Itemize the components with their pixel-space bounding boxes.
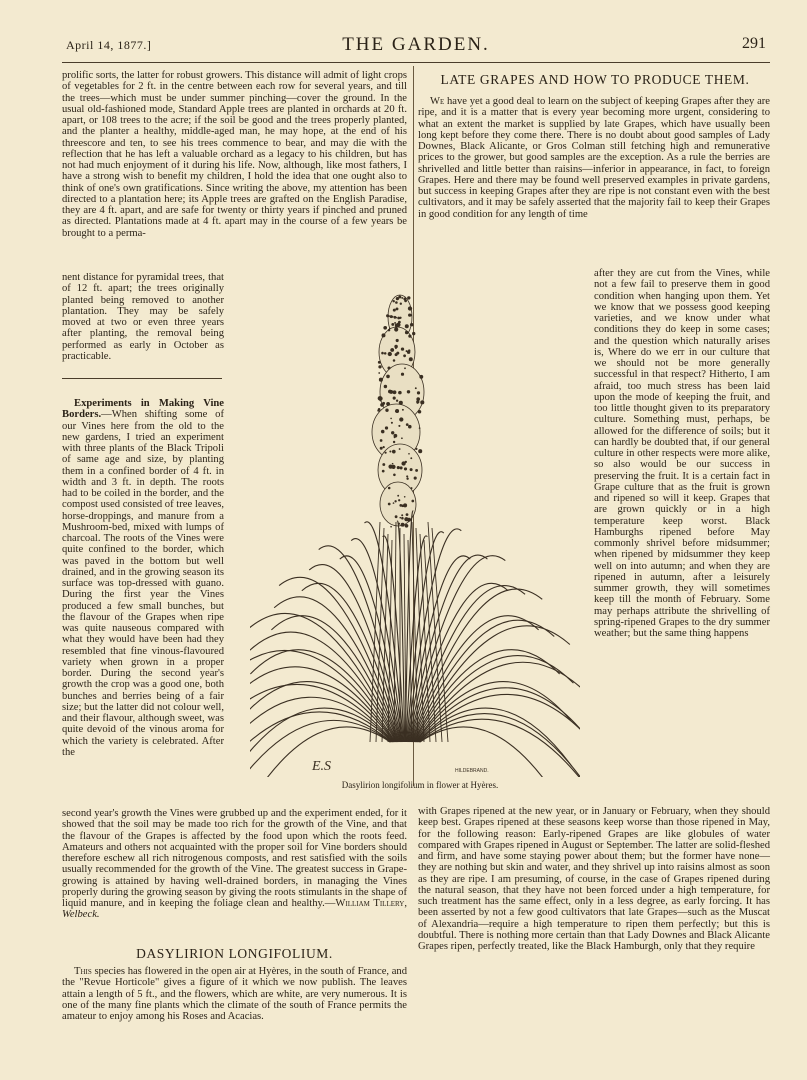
flower-dot bbox=[407, 390, 410, 393]
flower-dot bbox=[389, 390, 393, 394]
flower-dot bbox=[391, 422, 393, 424]
flower-dot bbox=[415, 387, 417, 389]
flower-dot bbox=[387, 366, 390, 369]
flower-dot bbox=[391, 465, 395, 469]
flower-dot bbox=[395, 317, 397, 319]
flower-dot bbox=[408, 306, 412, 310]
engraver-signature: HILDEBRAND. bbox=[455, 768, 489, 774]
flower-dot bbox=[390, 418, 392, 420]
flower-dot bbox=[404, 367, 406, 369]
section-divider bbox=[62, 378, 222, 379]
flower-dot bbox=[388, 329, 391, 332]
artist-signature: E.S bbox=[312, 759, 332, 774]
flower-dot bbox=[395, 301, 398, 304]
article-orchard-paragraph bbox=[62, 70, 407, 239]
flower-dot bbox=[404, 517, 408, 521]
article-vine-borders bbox=[62, 398, 224, 758]
flower-dot bbox=[415, 469, 418, 472]
article-late-grapes-bottom bbox=[418, 806, 770, 952]
flower-dot bbox=[392, 463, 394, 465]
flower-dot bbox=[382, 470, 385, 473]
flower-dot bbox=[390, 526, 392, 528]
flower-dot bbox=[401, 461, 405, 465]
flower-dot bbox=[407, 296, 410, 299]
issue-date: April 14, 1877.] bbox=[66, 38, 152, 52]
flower-dot bbox=[386, 402, 390, 406]
flower-dot bbox=[400, 466, 403, 469]
flower-dot bbox=[396, 400, 398, 402]
flower-dot bbox=[395, 324, 399, 328]
flower-dot bbox=[405, 524, 409, 528]
flower-dot bbox=[419, 375, 423, 379]
leaf-blade bbox=[419, 714, 580, 777]
flower-dot bbox=[401, 347, 404, 350]
flower-dot bbox=[410, 323, 413, 326]
flower-dot bbox=[401, 514, 403, 516]
flower-dot bbox=[394, 322, 396, 324]
flower-dot bbox=[404, 496, 406, 498]
flower-dot bbox=[385, 452, 387, 454]
flower-dot bbox=[378, 372, 380, 374]
flower-dot bbox=[409, 357, 413, 361]
flower-dot bbox=[391, 316, 393, 318]
flower-dot bbox=[420, 400, 424, 404]
flower-dot bbox=[383, 326, 387, 330]
flower-dot bbox=[388, 487, 391, 490]
flower-dot bbox=[411, 487, 413, 489]
flower-dot bbox=[404, 467, 407, 470]
flower-dot bbox=[398, 499, 400, 501]
flower-dot bbox=[399, 317, 401, 319]
article-late-grapes bbox=[418, 96, 770, 220]
flower-dot bbox=[401, 297, 403, 299]
vine-borders-text: —When shifting some of our Vines here from the old to the new gardens, I tried an experiment with three plants of the Black Tripoli of same age and size, by planting them in a confined border of 4 ft. in width and 3 ft. in depth. The roots had to be coiled in the border, and the compost used consisted of tree leaves, horse-droppings, and manure from a Mushroom-bed, mixed with lumps of charcoal. The roots of the Vines were quite confined to the border, which was paved in the bottom but well drained, and in the growing season its surface was top-dressed with guano. During the first year the Vines produced a few small bunches, but the flavour of the Grapes when ripe was quite nauseous compared with what they would have been had they resembled that fine vinous-flavoured variety when grown in a proper border. During the second year's growth the crop was a good one, both bunches and berries being of a fair size; but the latter did not colour well, and their flavour, although sweet, was quite devoid of the vinous aroma for which the variety is celebrated. After the bbox=[62, 409, 224, 758]
flower-dot bbox=[384, 385, 387, 388]
flower-dot bbox=[412, 332, 415, 335]
flower-dot bbox=[408, 425, 412, 429]
article-dasylirion bbox=[62, 966, 407, 1022]
flower-dot bbox=[395, 515, 398, 518]
flower-dot bbox=[391, 431, 394, 434]
flower-dot bbox=[402, 524, 404, 526]
late-grapes-bottom-text: with Grapes ripened at the new year, or in January or February, when they should keep best. Grapes ripened at these seasons keep worse than those ripened in May, for the following reason: Early-ripened Grapes are like globules of water compared with Grapes ripened in August or September. The latter are solid-fleshed and firm, and have some staying power about them; but the former have none—they are nothing but skin and water, and they shrivel up into raisins almost as soon as they are ripe. I am presuming, of course, in the case of Grapes ripened during the natural season, that they have not been forced under a high temperature, for such treatment has the same effect, only in a less degree, as early forcing. It has been asserted by not a few good cultivators that late Grapes—such as the Muscat of Alexandria—require a high temperature to ripen them perfectly; but this is doubtful. There is nothing more certain than that Lady Downes and Black Alicante Grapes ripen, perfectly treated, like the Black Hamburgh, only that they require bbox=[418, 806, 770, 952]
flower-dot bbox=[395, 347, 397, 349]
flower-dot bbox=[403, 503, 407, 507]
flower-dot bbox=[392, 450, 396, 454]
flower-dot bbox=[385, 426, 388, 429]
flower-dot bbox=[394, 327, 398, 331]
flower-dot bbox=[399, 417, 403, 421]
flower-dot bbox=[392, 300, 394, 302]
flower-dot bbox=[381, 430, 385, 434]
flower-dot bbox=[378, 361, 381, 364]
late-grapes-lead-word: We bbox=[430, 96, 445, 107]
article-vine-borders-continued bbox=[62, 808, 407, 921]
flower-dot bbox=[410, 314, 412, 316]
flower-dot bbox=[411, 500, 414, 503]
flower-dot bbox=[393, 502, 395, 504]
figure-caption: Dasylirion longifolium in flower at Hyères. bbox=[341, 780, 499, 790]
flower-dot bbox=[414, 477, 417, 480]
dasylirion-text: species has flowered in the open air at Hyères, in the south of France, and the "Revue Horticole" gives a figure of it which we now publish. The leaves attain a length of 5 ft., and the flowers, which are white, are very numerous. It is one of the many fine plants which the climate of the south of France permits the amateur to enjoy among his Roses and Acacias. bbox=[62, 966, 407, 1022]
dasylirion-illustration bbox=[250, 272, 580, 777]
flower-dot bbox=[388, 503, 391, 506]
flower-dot bbox=[399, 401, 403, 405]
flower-dot bbox=[410, 457, 412, 459]
page-number: 291 bbox=[742, 35, 766, 52]
flower-dot bbox=[393, 359, 396, 362]
flower-dot bbox=[405, 324, 409, 328]
flower-dot bbox=[393, 474, 396, 477]
flower-dot bbox=[386, 375, 390, 379]
dasylirion-heading: DASYLIRION LONGIFOLIUM. bbox=[136, 946, 333, 961]
author-name: William Tillery, bbox=[335, 898, 407, 909]
flower-dot bbox=[401, 373, 404, 376]
flower-dot bbox=[403, 354, 406, 357]
header-rule bbox=[62, 62, 770, 63]
vine-borders-heading: Experiments in Making Vine Borders. bbox=[62, 398, 224, 421]
flower-dot bbox=[418, 410, 422, 414]
flower-dot bbox=[415, 448, 417, 450]
flower-dot bbox=[404, 299, 407, 302]
flower-dot bbox=[399, 517, 401, 519]
flower-dot bbox=[398, 321, 401, 324]
flower-dot bbox=[379, 378, 383, 382]
flower-dot bbox=[405, 331, 409, 335]
article-late-grapes-narrow bbox=[594, 268, 770, 639]
late-grapes-intro: have yet a good deal to learn on the subject of keeping Grapes after they are ripe, and it is a matter that is every year becoming more urgent, considering to what an extent the market is supplied by late Grapes, which have usually been long kept before they come there. There is no doubt about good samples of Lady Downes, Black Alicante, or Gros Colman still fetching high and remunerative prices to the grower, but good samples are the exception. As a rule the berries are shrivelled and little better than raisins—inferior in appearance, in fact, to foreign Grapes. Here and there may be found well preserved examples in private gardens, but success in keeping Grapes after they are ripe is not constant even with the best cultivators, and it may be safely asserted that the majority fail to keep their Grapes in good condition for any length of time bbox=[418, 96, 770, 220]
flower-dot bbox=[378, 408, 381, 411]
flower-dot bbox=[395, 353, 398, 356]
flower-dot bbox=[393, 390, 397, 394]
vine-borders-text-continued: second year's growth the Vines were grubbed up and the experiment ended, for it showed that the soil may be made too rich for the growth of the Vine, and that the flavour of the Grapes is affected by the food upon which the roots feed. Amateurs and others not acquainted with the proper soil for Vine borders should therefore eschew all rich nitrogenous composts, and rest satisfied with the soils usually recommended for the growth of the Vine. The greatest success in Grape-growing is attained by having well-drained borders, in managing the Vines properly during the growing season by giving the roots stimulants in the shape of liquid manure, and in keeping the foliage clean and healthy.— bbox=[62, 808, 407, 909]
flower-dot bbox=[388, 352, 392, 356]
flower-dot bbox=[397, 495, 399, 497]
orchard-text: prolific sorts, the latter for robust growers. This distance will admit of light crops of vegetables for 2 ft. in the centre between each row for several years, and till the trees—which must be under summer pinching—cover the ground. In the usual old-fashioned mode, Standard Apple trees are planted in orchards at 20 ft. apart, or 108 trees to the acre; if the soil be good and the trees properly planted, and the planter a healthy, middle-aged man, he may hope, at the end of his threescore and ten, to see his trees commence to bear, and may die with the reflection that he has left a valuable orchard as a legacy to his children, but has not had much enjoyment of it during his life. Now, although, like most fathers, I have a strong wish to benefit my children, I hold the idea that one ought also to think of one's own gratifications. Since writing the above, my attention has been directed to a plantation here; its Apple trees are grafted on the English Paradise, they are 4 ft. apart, and are safe for twenty or thirty years if pinched and pruned as directed. Plantations made at 4 ft. apart may in the course of a few years be brought to a perma- bbox=[62, 70, 407, 239]
flower-dot bbox=[407, 351, 410, 354]
flower-dot bbox=[378, 396, 382, 400]
flower-dot bbox=[382, 402, 385, 405]
flower-dot bbox=[401, 517, 404, 520]
flower-dot bbox=[389, 450, 391, 452]
journal-title: THE GARDEN. bbox=[342, 34, 490, 55]
flower-dot bbox=[393, 397, 396, 400]
flower-dot bbox=[408, 335, 411, 338]
flower-dot bbox=[380, 439, 383, 442]
flower-dot bbox=[396, 410, 399, 413]
late-grapes-heading: LATE GRAPES AND HOW TO PRODUCE THEM. bbox=[440, 72, 750, 87]
flower-dot bbox=[380, 447, 383, 450]
flower-dot bbox=[410, 468, 413, 471]
flower-dot bbox=[401, 437, 403, 439]
flower-dot bbox=[394, 436, 396, 438]
orchard-text-continued: nent distance for pyramidal trees, that of 12 ft. apart; the trees originally planted being removed to another plantation. They may be safely moved at two or even three years after planting, the removal being performed as early in October as practicable. bbox=[62, 272, 224, 362]
flower-dot bbox=[394, 500, 396, 502]
flower-dot bbox=[406, 513, 409, 516]
flower-dot bbox=[397, 466, 400, 469]
flower-dot bbox=[417, 402, 419, 404]
flower-dot bbox=[381, 352, 384, 355]
flower-dot bbox=[399, 448, 401, 450]
flower-dot bbox=[391, 348, 394, 351]
flower-dot bbox=[398, 425, 400, 427]
flower-dot bbox=[384, 352, 387, 355]
flower-dot bbox=[383, 446, 385, 448]
flower-dot bbox=[382, 463, 385, 466]
flower-dot bbox=[406, 423, 409, 426]
flower-dot bbox=[417, 391, 420, 394]
flower-dot bbox=[393, 309, 396, 312]
flower-dot bbox=[406, 478, 408, 480]
flower-dot bbox=[393, 441, 395, 443]
flower-dot bbox=[396, 339, 399, 342]
author-place: Welbeck. bbox=[62, 909, 100, 921]
flower-dot bbox=[419, 427, 421, 429]
flower-dot bbox=[398, 296, 401, 299]
flower-dot bbox=[391, 323, 394, 326]
flower-dot bbox=[418, 449, 422, 453]
flower-dot bbox=[398, 391, 402, 395]
flower-dot bbox=[406, 475, 408, 477]
flower-dot bbox=[408, 453, 410, 455]
late-grapes-narrow-text: after they are cut from the Vines, while not a few fail to preserve them in good condition when hanging upon them. Yet we know that we possess good keeping varieties, and we know under what conditions they do keep in some cases; and the question which naturally arises is, Where do we err in our culture that we should not be more generally successful in that respect? Hitherto, I am afraid, too much stress has been laid upon the mode of keeping the fruit, and too little thought given to its preparatory culture. Something must, perhaps, be allowed for the difference of soils; but it can hardly be doubted that, if our general culture in other respects were more alike, so also would be our success in preserving the fruit. It is a certain fact in Grape culture that as the fruit is grown and ripened so will it keep. Grapes that are grown quickly or in a high temperature keep worst. Black Hamburghs ripened before May commonly shrivel before midsummer; when ripened by midsummer they keep well on into autumn; and when they are ripened in autumn, after a leisurely summer growth, they will sometimes keep till the month of February. Some may perhaps attribute the shrivelling of spring-ripened Grapes to the dry summer weather; but the same thing happens bbox=[594, 268, 770, 639]
flower-dot bbox=[385, 409, 388, 412]
flower-dot bbox=[400, 303, 402, 305]
flower-dot bbox=[388, 315, 390, 317]
flower-dot bbox=[416, 397, 420, 401]
flower-dot bbox=[382, 333, 386, 337]
article-orchard-continued bbox=[62, 272, 224, 362]
flower-dot bbox=[402, 409, 404, 411]
flower-dot bbox=[396, 307, 399, 310]
running-header bbox=[62, 34, 770, 58]
dasylirion-lead-word: This bbox=[74, 966, 92, 977]
flower-dot bbox=[378, 365, 381, 368]
